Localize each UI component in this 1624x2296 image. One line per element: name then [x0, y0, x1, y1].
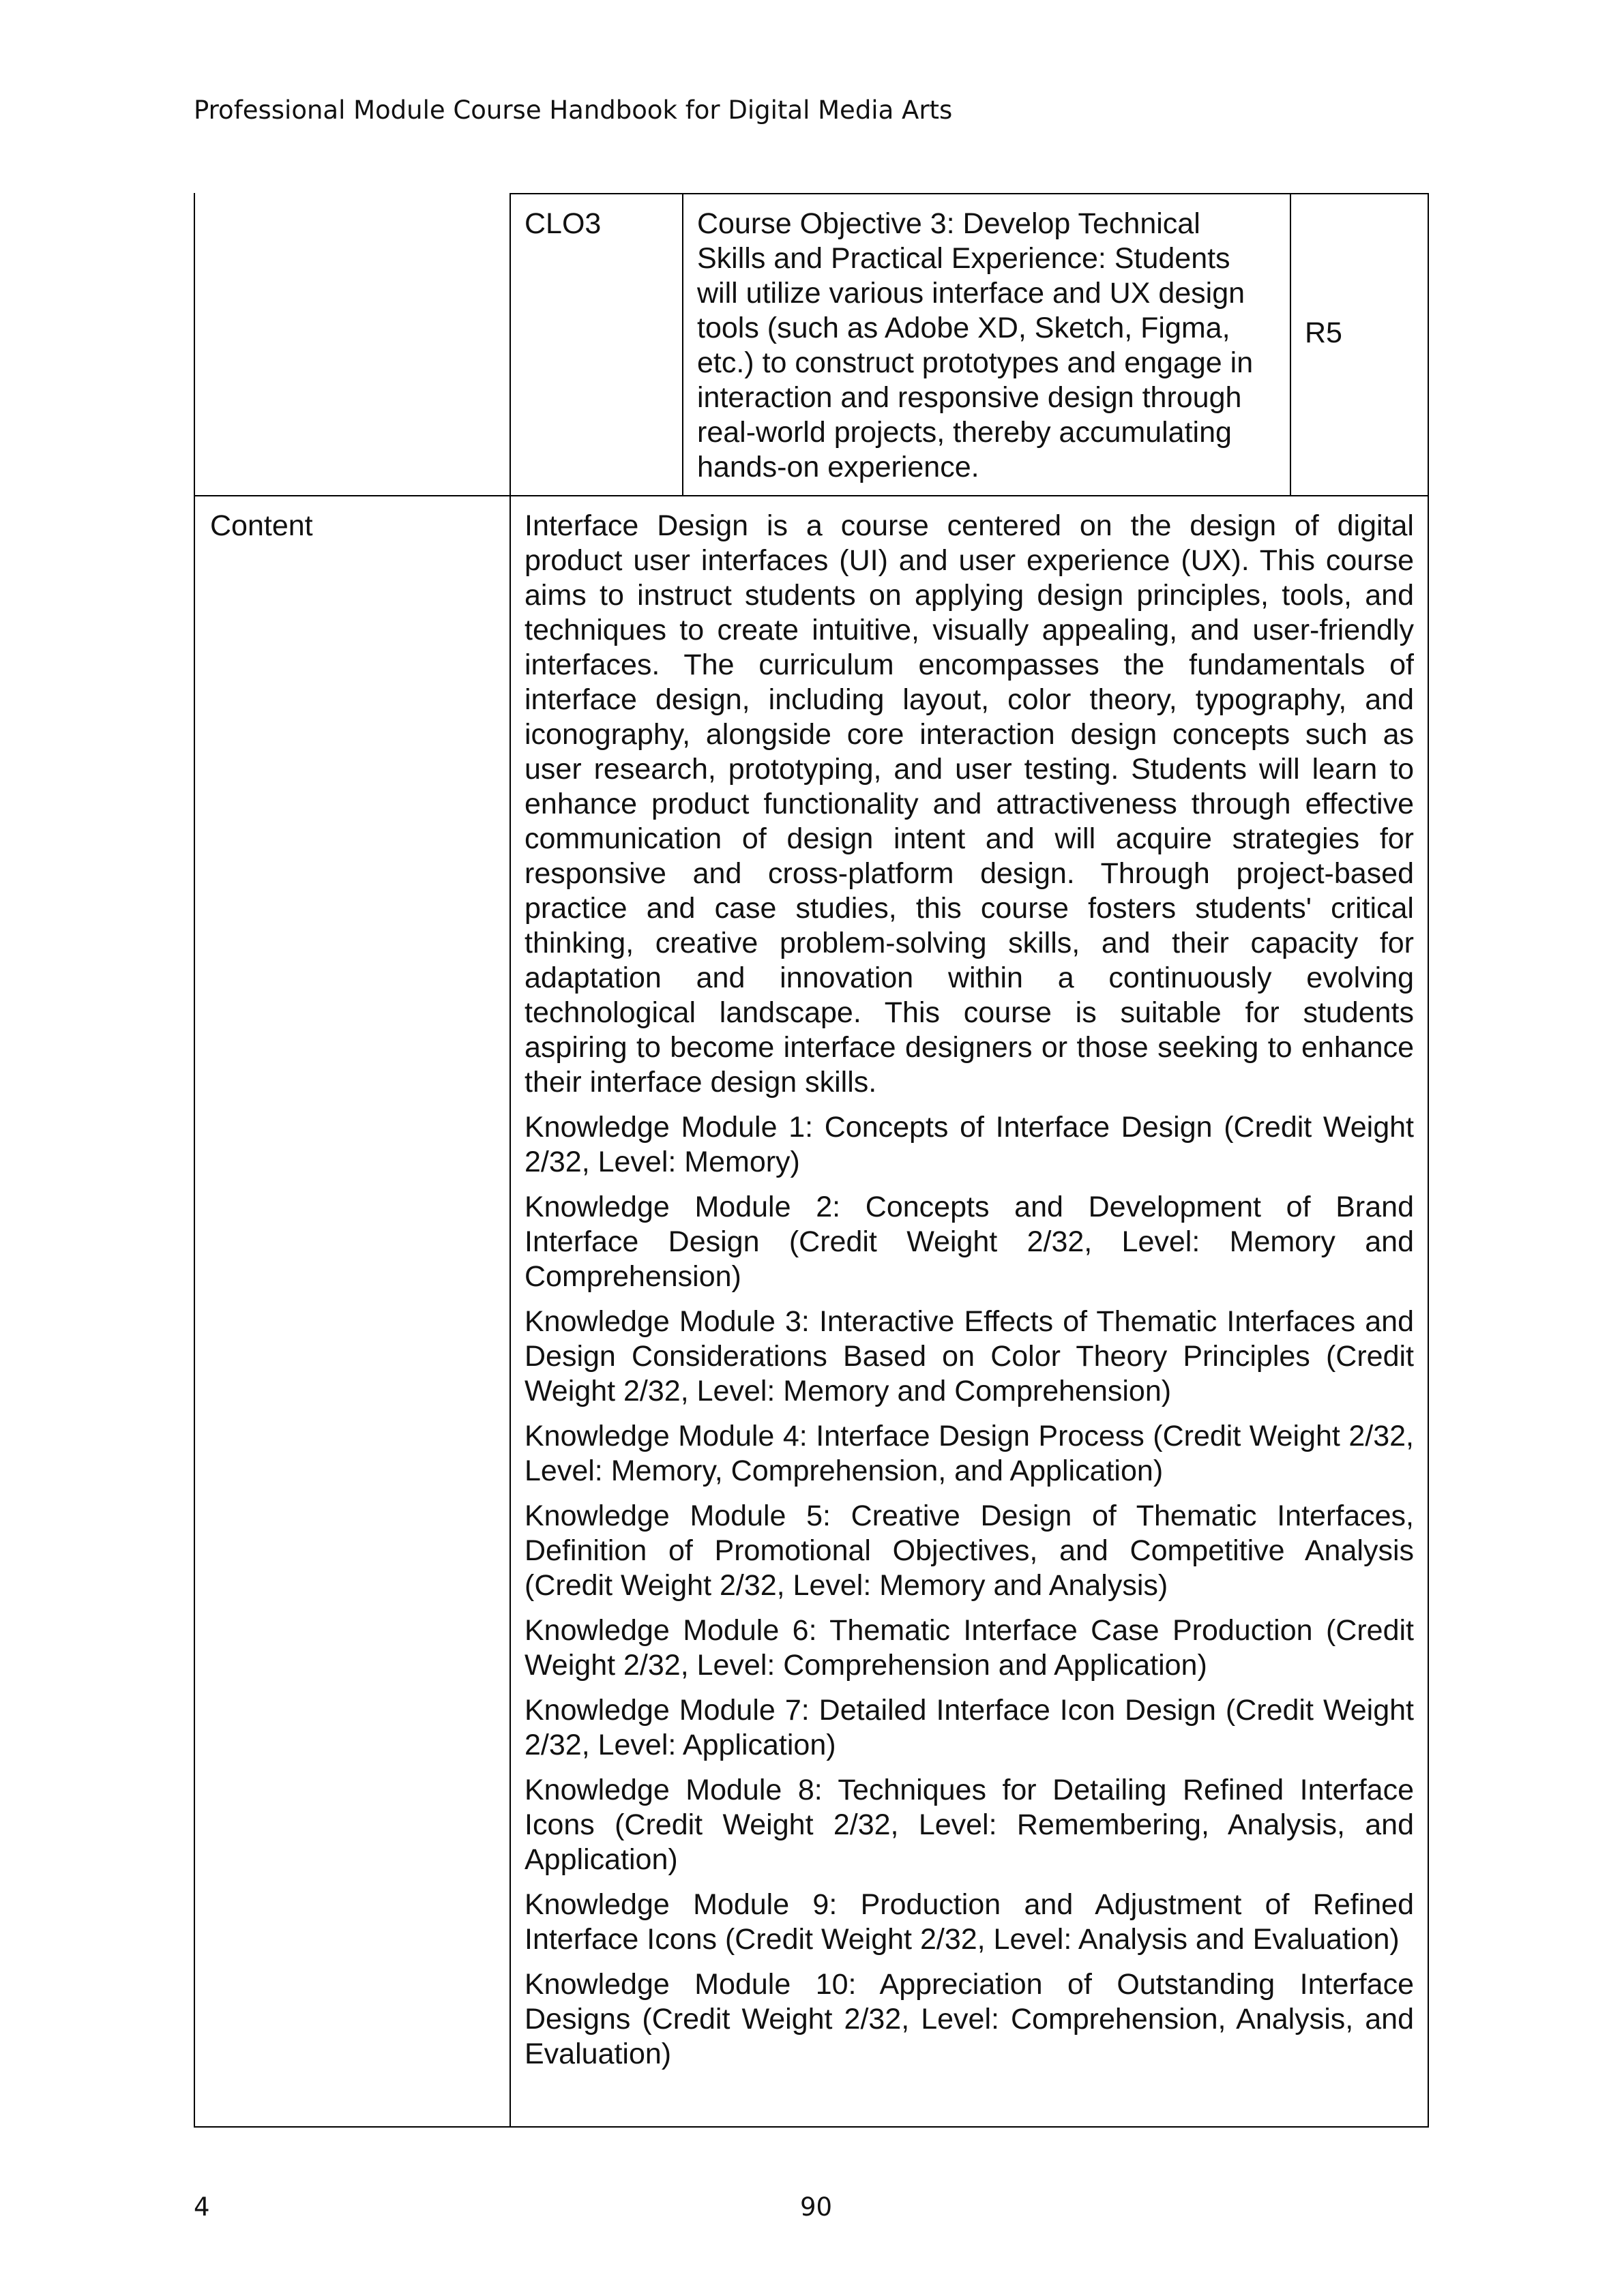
knowledge-module-10: Knowledge Module 10: Appreciation of Outstanding Interface Designs (Credit Weight 2/32, Level: Comprehension, Analysis, and Evaluation) [525, 1968, 1414, 2070]
knowledge-module-1: Knowledge Module 1: Concepts of Interface Design (Credit Weight 2/32, Level: Memory) [525, 1111, 1414, 1178]
clo-description: Course Objective 3: Develop Technical Skills and Practical Experience: Students will utilize various interface and UX design tools (such as Adobe XD, Sketch, Figma, etc.) to construct prototypes and engage in interaction and responsive design through real-world projects, thereby accumulating hands-on experience. [697, 207, 1254, 483]
footer-left-number: 4 [194, 2192, 210, 2222]
course-table [194, 193, 1429, 2128]
table-border-left [194, 193, 195, 2128]
knowledge-module-4: Knowledge Module 4: Interface Design Process (Credit Weight 2/32, Level: Memory, Comprehension, and Application) [525, 1420, 1414, 1487]
knowledge-module-9: Knowledge Module 9: Production and Adjustment of Refined Interface Icons (Credit Weight 2/32, Level: Analysis and Evaluation) [525, 1888, 1414, 1956]
table-border-top-inner [510, 193, 1429, 194]
clo-reference: R5 [1305, 316, 1342, 349]
clo-code: CLO3 [525, 207, 602, 240]
clo-code-cell [511, 207, 682, 241]
course-summary: Interface Design is a course centered on the design of digital product user interfaces (UI) and user experience (UX). This course aims to instruct students on applying design principles, tools, and techniques to create intuitive, visually appealing, and user-friendly interfaces. The curriculum encompasses the fundamentals of interface design, including layout, color theory, typography, and iconography, alongside core interaction design concepts such as user research, prototyping, and user testing. Students will learn to enhance product functionality and attractiveness through effective communication of design intent and will acquire strategies for responsive and cross-platform design. Through project-based practice and case studies, this course fosters students' critical thinking, creative problem-solving skills, and their capacity for adaptation and innovation within a continuously evolving technological landscape. This course is suitable for students aspiring to become interface designers or those seeking to enhance their interface design skills. [525, 509, 1414, 1099]
page-header: Professional Module Course Handbook for Digital Media Arts [194, 95, 953, 125]
knowledge-module-2: Knowledge Module 2: Concepts and Development of Brand Interface Design (Credit Weight 2/32, Level: Memory and Comprehension) [525, 1191, 1414, 1293]
knowledge-module-6: Knowledge Module 6: Thematic Interface Case Production (Credit Weight 2/32, Level: Comprehension and Application) [525, 1614, 1414, 1682]
knowledge-module-5: Knowledge Module 5: Creative Design of Thematic Interfaces, Definition of Promotional Objectives, and Competitive Analysis (Credit Weight 2/32, Level: Memory and Analysis) [525, 1500, 1414, 1602]
table-border-right [1428, 193, 1429, 2128]
table-row-divider [194, 495, 1429, 496]
knowledge-module-3: Knowledge Module 3: Interactive Effects of Thematic Interfaces and Design Considerations Based on Color Theory Principles (Credit Weight 2/32, Level: Memory and Comprehension) [525, 1305, 1414, 1407]
clo-description-cell [683, 207, 1290, 485]
knowledge-module-8: Knowledge Module 8: Techniques for Detailing Refined Interface Icons (Credit Weight 2/32, Level: Remembering, Analysis, and Application) [525, 1774, 1414, 1876]
page-number: 90 [800, 2192, 833, 2222]
content-body-cell [511, 509, 1428, 2072]
knowledge-module-7: Knowledge Module 7: Detailed Interface Icon Design (Credit Weight 2/32, Level: Application) [525, 1694, 1414, 1761]
table-border-bottom [194, 2126, 1429, 2128]
content-label-cell [195, 509, 510, 543]
clo-reference-cell [1291, 316, 1428, 351]
content-label: Content [210, 509, 313, 542]
